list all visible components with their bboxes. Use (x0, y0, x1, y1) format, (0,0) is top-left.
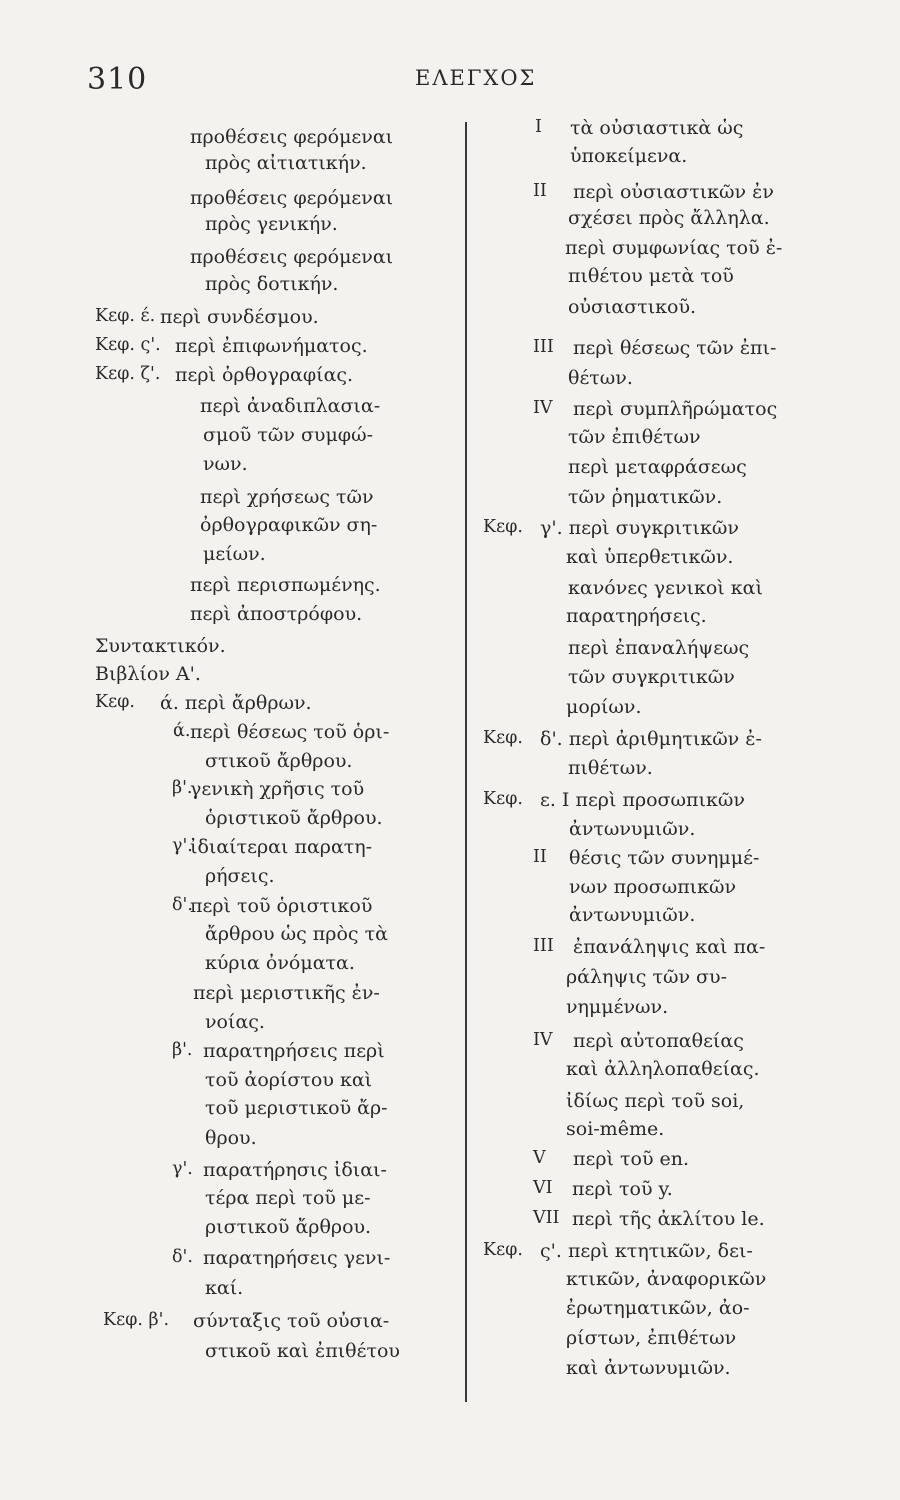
entry-text: περὶ τοῦ y. (572, 1178, 673, 1200)
entry-text: προθέσεις φερόμεναι (190, 187, 394, 209)
entry-text: περὶ θέσεως τοῦ ὁρι- (190, 721, 390, 743)
entry-text: σμοῦ τῶν συμφώ- (203, 424, 374, 446)
entry-text: γενικὴ χρῆσις τοῦ (190, 778, 365, 800)
column-divider (465, 122, 467, 1402)
entry-text: παρατήρησις ἰδιαι- (203, 1159, 387, 1181)
entry-text: πρὸς γενικήν. (205, 213, 338, 235)
entry-text: νημμένων. (566, 996, 669, 1018)
chapter-label: IV (533, 1030, 553, 1050)
chapter-label: Κεφ. β'. (103, 1310, 170, 1330)
entry-text: πρὸς αἰτιατικήν. (205, 152, 367, 174)
entry-text: ς'. περὶ κτητικῶν, δει- (540, 1240, 753, 1262)
entry-text: περὶ τοῦ ὁριστικοῦ (190, 895, 373, 917)
entry-text: μορίων. (566, 696, 642, 718)
page-header (0, 0, 900, 110)
entry-text: τοῦ μεριστικοῦ ἄρ- (205, 1097, 388, 1119)
chapter-label: II (533, 847, 547, 867)
entry-text: πρὸς δοτικήν. (205, 273, 339, 295)
chapter-label: γ'. (172, 1159, 193, 1179)
running-title: ΕΛΕΓΧΟΣ (415, 66, 537, 90)
chapter-label: I (535, 117, 542, 137)
entry-text: τέρα περὶ τοῦ με- (205, 1187, 371, 1209)
entry-text: καὶ ἀλληλοπαθείας. (566, 1058, 760, 1080)
entry-text: τῶν ῥηματικῶν. (568, 486, 723, 508)
entry-text: προθέσεις φερόμεναι (190, 126, 394, 148)
entry-text: κύρια ὀνόματα. (205, 952, 355, 974)
entry-text: προθέσεις φερόμεναι (190, 246, 394, 268)
entry-text: περὶ ἀποστρόφου. (190, 603, 363, 625)
entry-text: περὶ τοῦ en. (573, 1148, 690, 1170)
entry-text: πιθέτου μετὰ τοῦ (568, 265, 734, 287)
chapter-label: III (533, 936, 554, 956)
entry-text: περὶ μεριστικῆς ἐν- (193, 982, 380, 1004)
chapter-label: II (533, 181, 547, 201)
entry-text: οὐσιαστικοῦ. (568, 296, 697, 318)
entry-text: νοίας. (205, 1011, 265, 1033)
entry-text: ἐπανάληψις καὶ πα- (573, 936, 766, 958)
entry-text: ριστικοῦ ἄρθρου. (205, 1216, 372, 1238)
entry-text: καί. (205, 1277, 244, 1299)
entry-text: περὶ συνδέσμου. (160, 306, 319, 328)
entry-text: ἰδίως περὶ τοῦ soi, (566, 1090, 745, 1112)
page-number: 310 (87, 62, 148, 97)
entry-text: τὰ οὐσιαστικὰ ὡς (570, 117, 744, 139)
chapter-label: δ'. (172, 1247, 193, 1267)
chapter-label: VII (533, 1208, 560, 1228)
chapter-label: γ'. (172, 836, 193, 856)
entry-text: ά. περὶ ἄρθρων. (160, 692, 312, 714)
entry-text: ρήσεις. (205, 865, 275, 887)
entry-text: περὶ μεταφράσεως (568, 456, 747, 478)
entry-text: ράληψις τῶν συ- (566, 966, 727, 988)
entry-text: σχέσει πρὸς ἄλληλα. (568, 207, 770, 229)
chapter-label: III (533, 337, 554, 357)
entry-text: κανόνες γενικοὶ καὶ (568, 577, 763, 599)
entry-text: ἐρωτηματικῶν, ἀο- (566, 1297, 750, 1319)
chapter-label: β'. (172, 778, 193, 798)
entry-text: κτικῶν, ἀναφορικῶν (566, 1268, 767, 1290)
entry-text: Βιβλίον Α'. (95, 663, 201, 685)
entry-text: ἄρθρου ὡς πρὸς τὰ (205, 923, 388, 945)
chapter-label: Κεφ. έ. (95, 306, 156, 326)
entry-text: πιθέτων. (568, 757, 653, 779)
entry-text: περὶ συμφωνίας τοῦ ἐ- (565, 237, 783, 259)
entry-text: στικοῦ καὶ ἐπιθέτου (205, 1340, 400, 1362)
chapter-label: V (533, 1148, 546, 1168)
entry-text: σύνταξις τοῦ οὐσια- (193, 1310, 390, 1332)
entry-text: περὶ περισπωμένης. (190, 574, 381, 596)
chapter-label: VI (533, 1178, 553, 1198)
entry-text: τῶν συγκριτικῶν (568, 666, 735, 688)
entry-text: περὶ θέσεως τῶν ἐπι- (573, 337, 777, 359)
chapter-label: Κεφ. (483, 517, 523, 537)
entry-text: soi-même. (566, 1118, 665, 1140)
entry-text: νων προσωπικῶν (569, 876, 737, 898)
entry-text: γ'. περὶ συγκριτικῶν (540, 517, 739, 539)
entry-text: ὁριστικοῦ ἄρθρου. (205, 807, 383, 829)
entry-text: θέσις τῶν συνημμέ- (569, 847, 760, 869)
chapter-label: Κεφ. ς'. (95, 335, 161, 355)
entry-text: θέτων. (568, 367, 633, 389)
chapter-label: IV (533, 398, 553, 418)
entry-text: τοῦ ἀορίστου καὶ (205, 1069, 373, 1091)
chapter-label: Κεφ. (483, 789, 523, 809)
entry-text: ρίστων, ἐπιθέτων (566, 1327, 737, 1349)
entry-text: περὶ ἐπιφωνήματος. (175, 335, 368, 357)
entry-text: μείων. (203, 543, 266, 565)
entry-text: νων. (203, 453, 248, 475)
entry-text: δ'. περὶ ἀριθμητικῶν ἐ- (540, 728, 762, 750)
chapter-label: Κεφ. (483, 728, 523, 748)
entry-text: παρατηρήσεις περὶ (203, 1040, 385, 1062)
entry-text: καὶ ὑπερθετικῶν. (566, 546, 734, 568)
entry-text: ἰδιαίτεραι παρατη- (190, 836, 373, 858)
entry-text: ἀντωνυμιῶν. (569, 904, 696, 926)
entry-text: στικοῦ ἄρθρου. (205, 750, 353, 772)
chapter-label: δ'. (172, 895, 193, 915)
entry-text: ὀρθογραφικῶν ση- (200, 514, 378, 536)
entry-text: ὑποκείμενα. (570, 145, 688, 167)
entry-text: ἀντωνυμιῶν. (569, 818, 696, 840)
chapter-label: ά. (173, 721, 191, 741)
entry-text: Συντακτικόν. (95, 635, 226, 657)
entry-text: περὶ ἐπαναλήψεως (568, 637, 750, 659)
entry-text: περὶ αὐτοπαθείας (573, 1030, 744, 1052)
chapter-label: Κεφ. ζ'. (95, 364, 161, 384)
entry-text: περὶ συμπλῆρώματος (573, 398, 778, 420)
entry-text: θρου. (205, 1127, 257, 1149)
entry-text: περὶ χρήσεως τῶν (200, 486, 374, 508)
chapter-label: β'. (172, 1040, 193, 1060)
entry-text: περὶ οὐσιαστικῶν ἐν (573, 181, 774, 203)
entry-text: περὶ ὀρθογραφίας. (175, 364, 354, 386)
chapter-label: Κεφ. (95, 692, 135, 712)
entry-text: τῶν ἐπιθέτων (568, 426, 701, 448)
entry-text: περὶ τῆς ἀκλίτου le. (572, 1208, 765, 1230)
entry-text: ε. I περὶ προσωπικῶν (540, 789, 745, 811)
chapter-label: Κεφ. (483, 1240, 523, 1260)
entry-text: καὶ ἀντωνυμιῶν. (566, 1357, 731, 1379)
entry-text: περὶ ἀναδιπλασια- (200, 395, 381, 417)
entry-text: παρατηρήσεις. (566, 605, 707, 627)
entry-text: παρατηρήσεις γενι- (203, 1247, 391, 1269)
